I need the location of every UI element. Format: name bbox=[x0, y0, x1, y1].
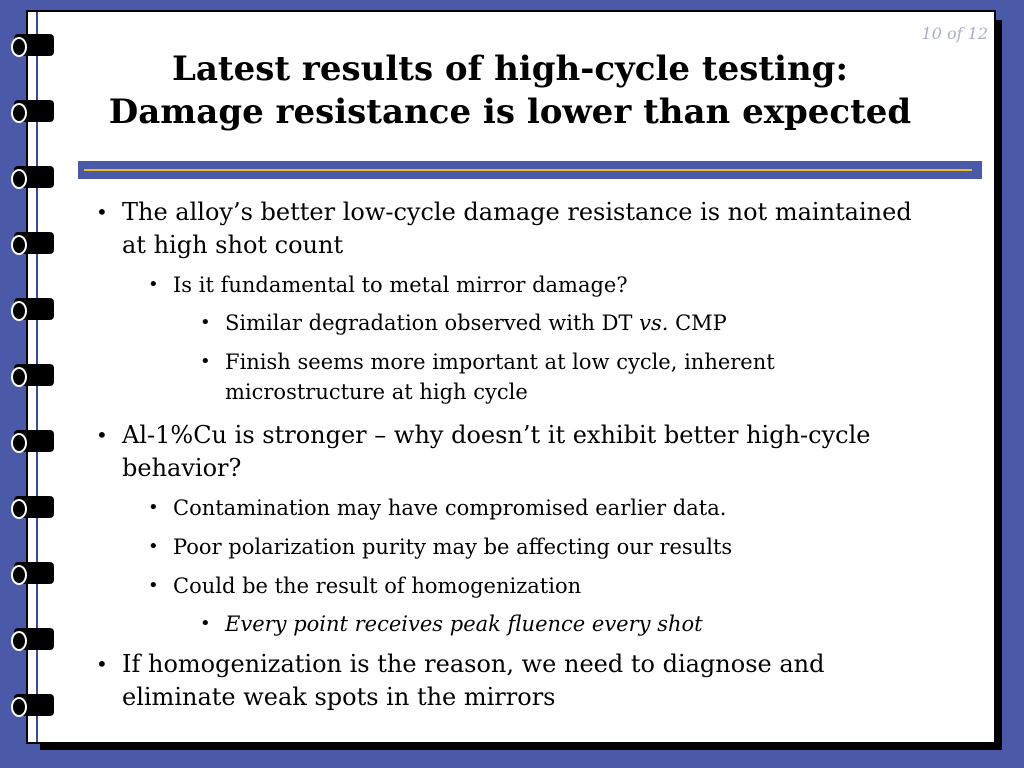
bullet-1-1-1 bbox=[200, 308, 926, 338]
title-line-1: Latest results of high-cycle testing: bbox=[171, 49, 849, 89]
bullet-text: Al-1%Cu is stronger – why doesn’t it exhibit better high-cycle behavior? bbox=[122, 421, 871, 482]
bullet-2-3 bbox=[148, 572, 926, 600]
bullet-text: The alloy’s better low-cycle damage resistance is not maintained at high shot count bbox=[122, 198, 912, 259]
bullet-dot: • bbox=[96, 200, 108, 224]
title-divider bbox=[78, 161, 982, 179]
bullet-dot: • bbox=[148, 575, 159, 596]
bullet-text: If homogenization is the reason, we need to diagnose and eliminate weak spots in the mirrors bbox=[122, 650, 825, 711]
bullet-1 bbox=[96, 196, 926, 262]
bullet-dot: • bbox=[148, 274, 159, 295]
binder-ring bbox=[14, 694, 54, 716]
binder-ring bbox=[14, 166, 54, 188]
bullet-2-2 bbox=[148, 533, 926, 561]
title-line-2: Damage resistance is lower than expected bbox=[108, 92, 912, 132]
binder-ring bbox=[14, 562, 54, 584]
bullet-text: Contamination may have compromised earlier data. bbox=[173, 496, 727, 520]
bullet-list bbox=[96, 196, 926, 714]
binder-ring bbox=[14, 628, 54, 650]
text-part: CMP bbox=[668, 311, 727, 335]
bullet-text: Is it fundamental to metal mirror damage? bbox=[173, 273, 628, 297]
text-part: Similar degradation observed with DT bbox=[225, 311, 640, 335]
binder-ring bbox=[14, 430, 54, 452]
slide-number: 10 of 12 bbox=[921, 24, 988, 43]
bullet-dot: • bbox=[96, 652, 108, 676]
bullet-3 bbox=[96, 648, 926, 714]
bullet-dot: • bbox=[200, 613, 211, 634]
notebook-rings bbox=[0, 0, 60, 768]
bullet-2-3-1 bbox=[200, 609, 926, 639]
binder-ring bbox=[14, 100, 54, 122]
bullet-1-1 bbox=[148, 271, 926, 299]
bullet-text: Poor polarization purity may be affecting our results bbox=[173, 535, 733, 559]
bullet-dot: • bbox=[148, 536, 159, 557]
bullet-1-1-2 bbox=[200, 347, 926, 407]
binder-ring bbox=[14, 364, 54, 386]
text-part-italic: vs. bbox=[639, 311, 669, 335]
binder-ring bbox=[14, 496, 54, 518]
binder-ring bbox=[14, 232, 54, 254]
bullet-dot: • bbox=[148, 497, 159, 518]
bullet-2 bbox=[96, 419, 926, 485]
bullet-dot: • bbox=[96, 423, 108, 447]
bullet-text bbox=[225, 311, 727, 335]
bullet-text: Finish seems more important at low cycle, inherent microstructure at high cycle bbox=[225, 350, 775, 404]
bullet-text: Could be the result of homogenization bbox=[173, 574, 582, 598]
bullet-2-1 bbox=[148, 494, 926, 522]
slide-title bbox=[60, 48, 960, 134]
binder-ring bbox=[14, 34, 54, 56]
bullet-dot: • bbox=[200, 312, 211, 333]
bullet-text: Every point receives peak fluence every shot bbox=[225, 612, 703, 636]
bullet-dot: • bbox=[200, 351, 211, 372]
binder-ring bbox=[14, 298, 54, 320]
